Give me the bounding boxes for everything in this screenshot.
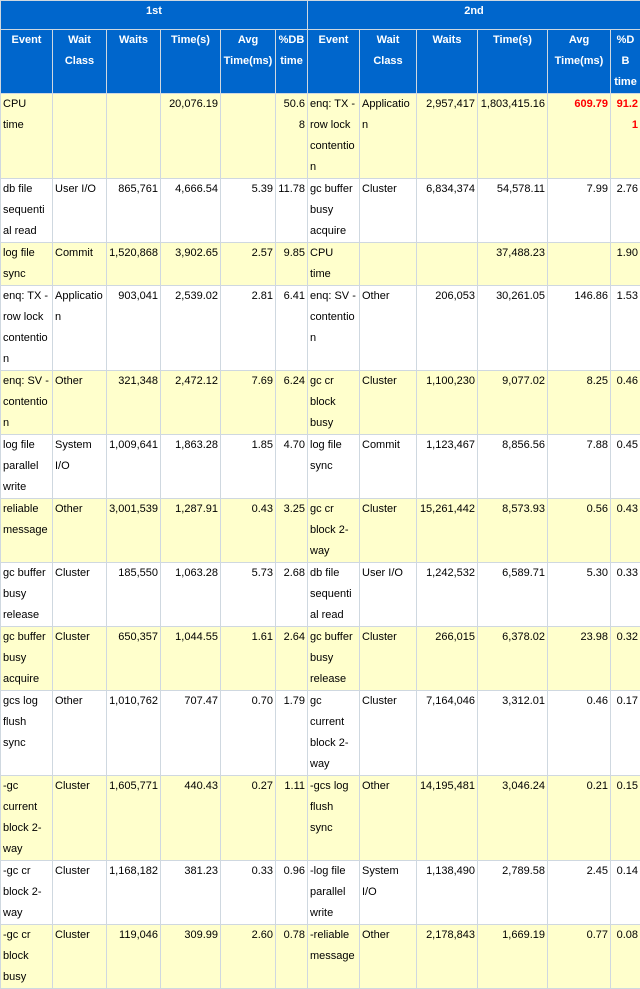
2nd-wait-class-cell: Cluster bbox=[360, 179, 417, 243]
1st-wait-class-cell: Cluster bbox=[53, 925, 107, 989]
1st-pct-db-time-cell: 11.78 bbox=[276, 179, 308, 243]
2nd-pct-db-time-cell: 0.46 bbox=[611, 371, 640, 435]
col-header-wait-class: Wait Class bbox=[360, 30, 417, 94]
1st-pct-db-time-cell: 1.11 bbox=[276, 776, 308, 861]
2nd-wait-class-cell: Cluster bbox=[360, 627, 417, 691]
2nd-waits-cell: 2,957,417 bbox=[417, 94, 478, 179]
table-row bbox=[1, 286, 640, 371]
1st-avg-time-ms-cell: 0.33 bbox=[221, 861, 276, 925]
2nd-waits-cell: 1,100,230 bbox=[417, 371, 478, 435]
2nd-pct-db-time-cell: 0.45 bbox=[611, 435, 640, 499]
1st-wait-class-cell: Other bbox=[53, 499, 107, 563]
column-header-row bbox=[1, 30, 640, 94]
table-row bbox=[1, 861, 640, 925]
1st-event-cell: -gc current block 2-way bbox=[1, 776, 53, 861]
table-row bbox=[1, 94, 640, 179]
2nd-pct-db-time-cell: 0.33 bbox=[611, 563, 640, 627]
col-header-time-s: Time(s) bbox=[478, 30, 548, 94]
2nd-pct-db-time-cell: 0.15 bbox=[611, 776, 640, 861]
2nd-wait-class-cell: Commit bbox=[360, 435, 417, 499]
2nd-wait-class-cell bbox=[360, 243, 417, 286]
2nd-avg-time-ms-cell bbox=[548, 243, 611, 286]
1st-avg-time-ms-cell: 0.43 bbox=[221, 499, 276, 563]
1st-avg-time-ms-cell: 5.39 bbox=[221, 179, 276, 243]
table-body bbox=[1, 94, 640, 989]
2nd-avg-time-ms-cell: 0.21 bbox=[548, 776, 611, 861]
group-header-2nd: 2nd bbox=[308, 1, 640, 30]
1st-waits-cell: 1,009,641 bbox=[107, 435, 161, 499]
2nd-time-s-cell: 30,261.05 bbox=[478, 286, 548, 371]
2nd-waits-cell: 1,242,532 bbox=[417, 563, 478, 627]
1st-time-s-cell: 3,902.65 bbox=[161, 243, 221, 286]
1st-time-s-cell: 707.47 bbox=[161, 691, 221, 776]
2nd-waits-cell: 1,123,467 bbox=[417, 435, 478, 499]
1st-event-cell: reliable message bbox=[1, 499, 53, 563]
table-row bbox=[1, 499, 640, 563]
2nd-avg-time-ms-cell: 2.45 bbox=[548, 861, 611, 925]
1st-avg-time-ms-cell: 1.61 bbox=[221, 627, 276, 691]
1st-pct-db-time-cell: 1.79 bbox=[276, 691, 308, 776]
1st-waits-cell: 865,761 bbox=[107, 179, 161, 243]
2nd-avg-time-ms-cell: 7.88 bbox=[548, 435, 611, 499]
table-row bbox=[1, 371, 640, 435]
2nd-event-cell: CPU time bbox=[308, 243, 360, 286]
col-header-waits: Waits bbox=[417, 30, 478, 94]
1st-pct-db-time-cell: 6.24 bbox=[276, 371, 308, 435]
col-header-wait-class: Wait Class bbox=[53, 30, 107, 94]
2nd-pct-db-time-cell: 2.76 bbox=[611, 179, 640, 243]
2nd-avg-time-ms-cell: 0.56 bbox=[548, 499, 611, 563]
1st-waits-cell: 1,605,771 bbox=[107, 776, 161, 861]
1st-wait-class-cell: Other bbox=[53, 691, 107, 776]
1st-waits-cell: 1,168,182 bbox=[107, 861, 161, 925]
col-header-avg-time-ms: Avg Time(ms) bbox=[221, 30, 276, 94]
group-header-1st: 1st bbox=[1, 1, 308, 30]
1st-time-s-cell: 4,666.54 bbox=[161, 179, 221, 243]
1st-pct-db-time-cell: 50.68 bbox=[276, 94, 308, 179]
2nd-pct-db-time-cell: 0.17 bbox=[611, 691, 640, 776]
2nd-event-cell: log file sync bbox=[308, 435, 360, 499]
1st-avg-time-ms-cell: 7.69 bbox=[221, 371, 276, 435]
2nd-wait-class-cell: Other bbox=[360, 286, 417, 371]
1st-wait-class-cell: Cluster bbox=[53, 627, 107, 691]
1st-event-cell: -gc cr block 2-way bbox=[1, 861, 53, 925]
1st-event-cell: CPU time bbox=[1, 94, 53, 179]
2nd-avg-time-ms-cell: 0.46 bbox=[548, 691, 611, 776]
col-header-event: Event bbox=[308, 30, 360, 94]
2nd-avg-time-ms-cell: 23.98 bbox=[548, 627, 611, 691]
1st-time-s-cell: 1,063.28 bbox=[161, 563, 221, 627]
2nd-wait-class-cell: Application bbox=[360, 94, 417, 179]
table-row bbox=[1, 179, 640, 243]
2nd-time-s-cell: 37,488.23 bbox=[478, 243, 548, 286]
2nd-waits-cell bbox=[417, 243, 478, 286]
2nd-time-s-cell: 6,378.02 bbox=[478, 627, 548, 691]
2nd-time-s-cell: 3,312.01 bbox=[478, 691, 548, 776]
2nd-time-s-cell: 8,573.93 bbox=[478, 499, 548, 563]
2nd-pct-db-time-cell: 0.14 bbox=[611, 861, 640, 925]
2nd-waits-cell: 206,053 bbox=[417, 286, 478, 371]
1st-time-s-cell: 309.99 bbox=[161, 925, 221, 989]
1st-avg-time-ms-cell: 2.81 bbox=[221, 286, 276, 371]
2nd-event-cell: gc cr block 2-way bbox=[308, 499, 360, 563]
1st-time-s-cell: 440.43 bbox=[161, 776, 221, 861]
1st-wait-class-cell: Cluster bbox=[53, 861, 107, 925]
1st-wait-class-cell: Cluster bbox=[53, 563, 107, 627]
2nd-time-s-cell: 1,803,415.16 bbox=[478, 94, 548, 179]
col-header-waits: Waits bbox=[107, 30, 161, 94]
col-header-pct-db-time: %DB time bbox=[276, 30, 308, 94]
2nd-event-cell: gc buffer busy release bbox=[308, 627, 360, 691]
1st-pct-db-time-cell: 0.96 bbox=[276, 861, 308, 925]
col-header-pct-db-time: %DB time bbox=[611, 30, 640, 94]
1st-time-s-cell: 2,539.02 bbox=[161, 286, 221, 371]
2nd-time-s-cell: 54,578.11 bbox=[478, 179, 548, 243]
2nd-event-cell: gc current block 2-way bbox=[308, 691, 360, 776]
2nd-waits-cell: 6,834,374 bbox=[417, 179, 478, 243]
2nd-time-s-cell: 9,077.02 bbox=[478, 371, 548, 435]
2nd-event-cell: -reliable message bbox=[308, 925, 360, 989]
2nd-avg-time-ms-cell: 609.79 bbox=[548, 94, 611, 179]
1st-avg-time-ms-cell: 1.85 bbox=[221, 435, 276, 499]
1st-time-s-cell: 1,287.91 bbox=[161, 499, 221, 563]
1st-wait-class-cell: System I/O bbox=[53, 435, 107, 499]
1st-waits-cell: 185,550 bbox=[107, 563, 161, 627]
2nd-pct-db-time-cell: 1.90 bbox=[611, 243, 640, 286]
1st-avg-time-ms-cell: 0.70 bbox=[221, 691, 276, 776]
1st-wait-class-cell: Application bbox=[53, 286, 107, 371]
1st-pct-db-time-cell: 4.70 bbox=[276, 435, 308, 499]
2nd-avg-time-ms-cell: 146.86 bbox=[548, 286, 611, 371]
2nd-event-cell: -gcs log flush sync bbox=[308, 776, 360, 861]
2nd-waits-cell: 266,015 bbox=[417, 627, 478, 691]
1st-pct-db-time-cell: 9.85 bbox=[276, 243, 308, 286]
1st-time-s-cell: 20,076.19 bbox=[161, 94, 221, 179]
1st-waits-cell: 1,520,868 bbox=[107, 243, 161, 286]
1st-avg-time-ms-cell: 0.27 bbox=[221, 776, 276, 861]
2nd-time-s-cell: 2,789.58 bbox=[478, 861, 548, 925]
2nd-wait-class-cell: Cluster bbox=[360, 371, 417, 435]
1st-waits-cell: 119,046 bbox=[107, 925, 161, 989]
1st-event-cell: enq: SV - contention bbox=[1, 371, 53, 435]
2nd-event-cell: -log file parallel write bbox=[308, 861, 360, 925]
2nd-avg-time-ms-cell: 0.77 bbox=[548, 925, 611, 989]
1st-waits-cell: 650,357 bbox=[107, 627, 161, 691]
2nd-wait-class-cell: Other bbox=[360, 776, 417, 861]
2nd-waits-cell: 2,178,843 bbox=[417, 925, 478, 989]
table-row bbox=[1, 776, 640, 861]
1st-pct-db-time-cell: 2.64 bbox=[276, 627, 308, 691]
1st-time-s-cell: 1,863.28 bbox=[161, 435, 221, 499]
2nd-time-s-cell: 1,669.19 bbox=[478, 925, 548, 989]
1st-wait-class-cell bbox=[53, 94, 107, 179]
2nd-wait-class-cell: User I/O bbox=[360, 563, 417, 627]
1st-time-s-cell: 381.23 bbox=[161, 861, 221, 925]
2nd-time-s-cell: 8,856.56 bbox=[478, 435, 548, 499]
1st-avg-time-ms-cell: 2.60 bbox=[221, 925, 276, 989]
1st-wait-class-cell: Commit bbox=[53, 243, 107, 286]
1st-pct-db-time-cell: 2.68 bbox=[276, 563, 308, 627]
col-header-avg-time-ms: Avg Time(ms) bbox=[548, 30, 611, 94]
2nd-event-cell: enq: TX - row lock contention bbox=[308, 94, 360, 179]
table-row bbox=[1, 691, 640, 776]
1st-avg-time-ms-cell bbox=[221, 94, 276, 179]
2nd-waits-cell: 7,164,046 bbox=[417, 691, 478, 776]
2nd-wait-class-cell: Cluster bbox=[360, 691, 417, 776]
col-header-time-s: Time(s) bbox=[161, 30, 221, 94]
table-row bbox=[1, 627, 640, 691]
1st-event-cell: log file parallel write bbox=[1, 435, 53, 499]
2nd-waits-cell: 14,195,481 bbox=[417, 776, 478, 861]
1st-event-cell: db file sequential read bbox=[1, 179, 53, 243]
2nd-avg-time-ms-cell: 7.99 bbox=[548, 179, 611, 243]
1st-waits-cell: 321,348 bbox=[107, 371, 161, 435]
2nd-event-cell: gc cr block busy bbox=[308, 371, 360, 435]
2nd-event-cell: gc buffer busy acquire bbox=[308, 179, 360, 243]
1st-event-cell: gc buffer busy acquire bbox=[1, 627, 53, 691]
table-row bbox=[1, 925, 640, 989]
1st-avg-time-ms-cell: 5.73 bbox=[221, 563, 276, 627]
1st-wait-class-cell: Cluster bbox=[53, 776, 107, 861]
2nd-waits-cell: 1,138,490 bbox=[417, 861, 478, 925]
2nd-avg-time-ms-cell: 5.30 bbox=[548, 563, 611, 627]
1st-wait-class-cell: Other bbox=[53, 371, 107, 435]
1st-time-s-cell: 1,044.55 bbox=[161, 627, 221, 691]
2nd-pct-db-time-cell: 1.53 bbox=[611, 286, 640, 371]
1st-wait-class-cell: User I/O bbox=[53, 179, 107, 243]
1st-pct-db-time-cell: 0.78 bbox=[276, 925, 308, 989]
2nd-wait-class-cell: Other bbox=[360, 925, 417, 989]
1st-event-cell: -gc cr block busy bbox=[1, 925, 53, 989]
table-row bbox=[1, 243, 640, 286]
2nd-wait-class-cell: System I/O bbox=[360, 861, 417, 925]
2nd-waits-cell: 15,261,442 bbox=[417, 499, 478, 563]
2nd-event-cell: db file sequential read bbox=[308, 563, 360, 627]
2nd-wait-class-cell: Cluster bbox=[360, 499, 417, 563]
col-header-event: Event bbox=[1, 30, 53, 94]
1st-waits-cell: 3,001,539 bbox=[107, 499, 161, 563]
2nd-pct-db-time-cell: 91.21 bbox=[611, 94, 640, 179]
1st-waits-cell: 1,010,762 bbox=[107, 691, 161, 776]
1st-event-cell: gcs log flush sync bbox=[1, 691, 53, 776]
1st-avg-time-ms-cell: 2.57 bbox=[221, 243, 276, 286]
1st-event-cell: enq: TX - row lock contention bbox=[1, 286, 53, 371]
1st-pct-db-time-cell: 6.41 bbox=[276, 286, 308, 371]
1st-event-cell: gc buffer busy release bbox=[1, 563, 53, 627]
2nd-pct-db-time-cell: 0.43 bbox=[611, 499, 640, 563]
2nd-time-s-cell: 6,589.71 bbox=[478, 563, 548, 627]
2nd-time-s-cell: 3,046.24 bbox=[478, 776, 548, 861]
2nd-pct-db-time-cell: 0.32 bbox=[611, 627, 640, 691]
1st-waits-cell: 903,041 bbox=[107, 286, 161, 371]
table-row bbox=[1, 435, 640, 499]
1st-event-cell: log file sync bbox=[1, 243, 53, 286]
1st-pct-db-time-cell: 3.25 bbox=[276, 499, 308, 563]
2nd-event-cell: enq: SV - contention bbox=[308, 286, 360, 371]
1st-waits-cell bbox=[107, 94, 161, 179]
2nd-pct-db-time-cell: 0.08 bbox=[611, 925, 640, 989]
2nd-avg-time-ms-cell: 8.25 bbox=[548, 371, 611, 435]
table-row bbox=[1, 563, 640, 627]
group-header-row bbox=[1, 1, 640, 30]
1st-time-s-cell: 2,472.12 bbox=[161, 371, 221, 435]
